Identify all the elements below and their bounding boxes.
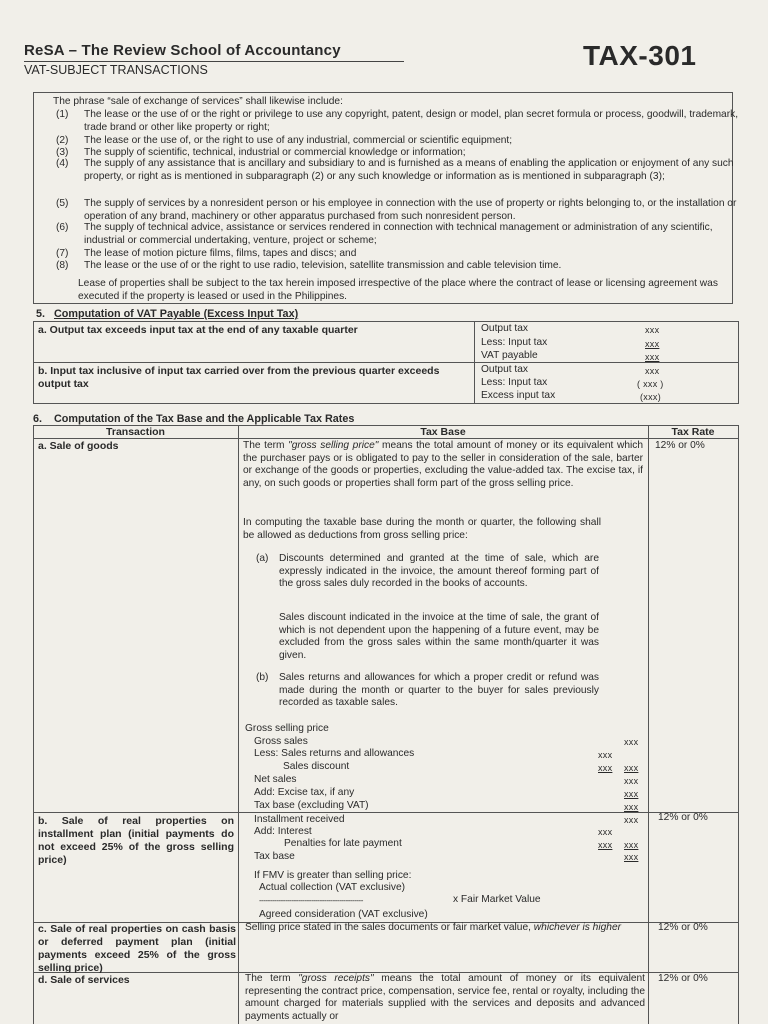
- sec6-col-divider-1: [238, 425, 239, 1024]
- comp-val: xxx: [624, 737, 639, 747]
- col-header-transaction: Transaction: [106, 426, 165, 438]
- sec6-right-border: [738, 425, 739, 1024]
- comp-val: xxx: [598, 763, 613, 773]
- comp-sales-returns: Less: Sales returns and allowances: [254, 748, 415, 759]
- deduction-a-text: Discounts determined and granted at the time of sale, which are expressly indicated in the invoice, the amount thereof forming part of the gross sales duly recorded in the books of accounts.: [279, 553, 599, 590]
- row-a-rate: 12% or 0%: [655, 440, 705, 451]
- item-number: (4): [56, 158, 69, 169]
- item-text: The lease of motion picture films, films, tapes and discs; and: [84, 248, 357, 259]
- item-text: The lease or the use of, or the right to use of any industrial, commercial or scientific equipment;: [84, 135, 513, 146]
- item-text: The supply of any assistance that is ancillary and subsidiary to and is furnished as a means of enabling the application or enjoyment of any such property, or right as is mentioned in subparagraph (2) or any such knowledge or information as is mentioned in subparagraph (3);: [84, 158, 734, 182]
- row-c-label: c. Sale of real properties on cash basis or deferred payment plan (initial payments exceed 25% of the gross selling price): [38, 923, 236, 974]
- row-b-rate: 12% or 0%: [658, 812, 708, 823]
- row-b-val: xxx: [624, 852, 639, 862]
- comp-val: xxx: [598, 750, 613, 760]
- term-gross-selling-price: "gross selling price": [288, 440, 379, 451]
- section-6-number: 6.: [33, 413, 43, 425]
- item-number: (1): [56, 109, 69, 120]
- sec5-a-line-3: VAT payable: [481, 350, 538, 361]
- sec5-b-line-2: Less: Input tax: [481, 377, 548, 388]
- sec5-top-border: [33, 321, 739, 322]
- row-b-val: xxx: [624, 840, 639, 850]
- sec6-col-divider-2: [648, 425, 649, 1024]
- fmv-condition: If FMV is greater than selling price:: [254, 870, 412, 881]
- comp-net-sales: Net sales: [254, 774, 297, 785]
- fmv-denominator: Agreed consideration (VAT exclusive): [259, 909, 428, 920]
- sec6-row-a-border: [33, 812, 739, 813]
- intro-lead: The phrase “sale of exchange of services” shall likewise include:: [53, 96, 343, 107]
- section-5-number: 5.: [36, 308, 46, 320]
- row-b-val: xxx: [598, 840, 613, 850]
- fmv-fraction-line: ------------------------------------------------: [259, 896, 363, 905]
- item-text: The supply of technical advice, assistance or services rendered in connection with technical management or administration of any scientific, industrial or commercial undertaking, venture, project or scheme;: [84, 222, 713, 246]
- sec5-right-border: [738, 321, 739, 403]
- sec5-a-val-2: xxx: [645, 339, 660, 349]
- item-number: (6): [56, 222, 69, 233]
- item-number: (5): [56, 198, 69, 209]
- document-code: TAX-301: [583, 40, 697, 71]
- item-text: The lease or the use of or the right to use radio, television, satellite transmission and cable television time.: [84, 260, 562, 271]
- item-number: (7): [56, 248, 69, 259]
- section-5-title: Computation of VAT Payable (Excess Input Tax): [54, 308, 299, 320]
- term-gross-receipts: "gross receipts": [298, 973, 374, 984]
- deduction-b-number: (b): [256, 672, 269, 683]
- row-c-rate: 12% or 0%: [658, 922, 708, 933]
- fmv-multiplier: x Fair Market Value: [453, 894, 541, 905]
- comp-gross-selling-price: Gross selling price: [245, 723, 329, 734]
- row-b-line-1: Installment received: [254, 814, 345, 825]
- comp-gross-sales: Gross sales: [254, 736, 308, 747]
- sec5-b-line-3: Excess input tax: [481, 390, 556, 401]
- row-b-val: xxx: [598, 827, 613, 837]
- sec5-b-line-1: Output tax: [481, 364, 529, 375]
- intro-closing: Lease of properties shall be subject to the tax herein imposed irrespective of the place where the contract of lease or licensing agreement was executed if the property is leased or used in the Philippines.: [78, 278, 718, 302]
- item-text: The supply of scientific, technical, industrial or commercial knowledge or information;: [84, 147, 466, 158]
- row-d-label: d. Sale of services: [38, 974, 130, 986]
- col-header-tax-base: Tax Base: [420, 426, 466, 438]
- comp-sales-discount: Sales discount: [283, 761, 350, 772]
- sec5-col-divider: [474, 321, 475, 403]
- document-subtitle: VAT-SUBJECT TRANSACTIONS: [24, 63, 208, 77]
- comp-val: xxx: [624, 763, 639, 773]
- item-text: The supply of services by a nonresident person or his employee in connection with the use of property or rights belonging to, or the installation or operation of any brand, machinery or other apparatus purchased from such nonresident person.: [84, 198, 737, 222]
- deduction-b-text: Sales returns and allowances for which a proper credit or refund was made during the month or quarter to the buyer for sales previously recorded as taxable sales.: [279, 672, 599, 709]
- sec5-b-val-1: xxx: [645, 366, 660, 376]
- sec5-a-line-1: Output tax: [481, 323, 529, 334]
- sec5-left-border: [33, 321, 34, 403]
- row-b-line-3: Penalties for late payment: [284, 838, 402, 849]
- deduction-a-number: (a): [256, 553, 269, 564]
- row-a-definition: The term "gross selling price" means the total amount of money or its equivalent which the purchaser pays or is obligated to pay to the seller in consideration of the sale, barter or exchange of the goods or properties, excluding the value-added tax. The excise tax, if any, on such goods or properties shall form part of the gross selling price.: [243, 440, 644, 489]
- comp-val: xxx: [624, 802, 639, 812]
- row-d-definition: The term "gross receipts" means the total amount of money or its equivalent representing the contract price, compensation, service fee, rental or royalty, including the amount charged for materials supplied with the services and deposits and advanced payments actually or: [245, 973, 646, 1022]
- row-c-tax-base: Selling price stated in the sales documents or fair market value, whichever is higher: [245, 922, 621, 933]
- item-text: The lease or the use of or the right or privilege to use any copyright, patent, design or model, plan secret formula or process, goodwill, trademark, trade brand or other like property or right;: [84, 109, 739, 133]
- item-number: (8): [56, 260, 69, 271]
- deduction-a-text-2: Sales discount indicated in the invoice at the time of sale, the grant of which is not dependent upon the happening of a future event, may be excluded from the gross sales within the same month/quarter it was given.: [279, 612, 599, 661]
- comp-val: xxx: [624, 789, 639, 799]
- school-name: ReSA – The Review School of Accountancy: [24, 42, 341, 59]
- row-a-label: a. Sale of goods: [38, 440, 119, 452]
- header-rule: [24, 61, 404, 62]
- sec5-row-a-label: a. Output tax exceeds input tax at the end of any taxable quarter: [38, 324, 358, 336]
- sec6-left-border: [33, 425, 34, 1024]
- comp-tax-base: Tax base (excluding VAT): [254, 800, 369, 811]
- col-header-tax-rate: Tax Rate: [671, 426, 715, 438]
- fmv-numerator: Actual collection (VAT exclusive): [259, 882, 406, 893]
- row-b-val: xxx: [624, 815, 639, 825]
- sec5-row-b-label: b. Input tax inclusive of input tax carried over from the previous quarter exceeds output tax: [38, 365, 440, 390]
- item-number: (2): [56, 135, 69, 146]
- sec5-a-val-1: xxx: [645, 325, 660, 335]
- row-b-label: b. Sale of real properties on installment plan (initial payments do not exceed 25% of the gross selling price): [38, 815, 234, 866]
- row-b-line-2: Add: Interest: [254, 826, 312, 837]
- sec5-b-val-3: (xxx): [640, 392, 661, 402]
- section-6-title: Computation of the Tax Base and the Applicable Tax Rates: [54, 413, 355, 425]
- item-number: (3): [56, 147, 69, 158]
- sec5-b-val-2: ( xxx ): [637, 379, 664, 389]
- sec5-bottom-border: [33, 403, 739, 404]
- sec5-mid-border: [33, 362, 739, 363]
- sec5-a-line-2: Less: Input tax: [481, 337, 548, 348]
- row-b-line-4: Tax base: [254, 851, 295, 862]
- row-d-rate: 12% or 0%: [658, 973, 708, 984]
- comp-excise-tax: Add: Excise tax, if any: [254, 787, 355, 798]
- comp-val: xxx: [624, 776, 639, 786]
- row-a-deductions-intro: In computing the taxable base during the month or quarter, the following shall be allowed as deductions from gross selling price:: [243, 517, 601, 541]
- sec5-a-val-3: xxx: [645, 352, 660, 362]
